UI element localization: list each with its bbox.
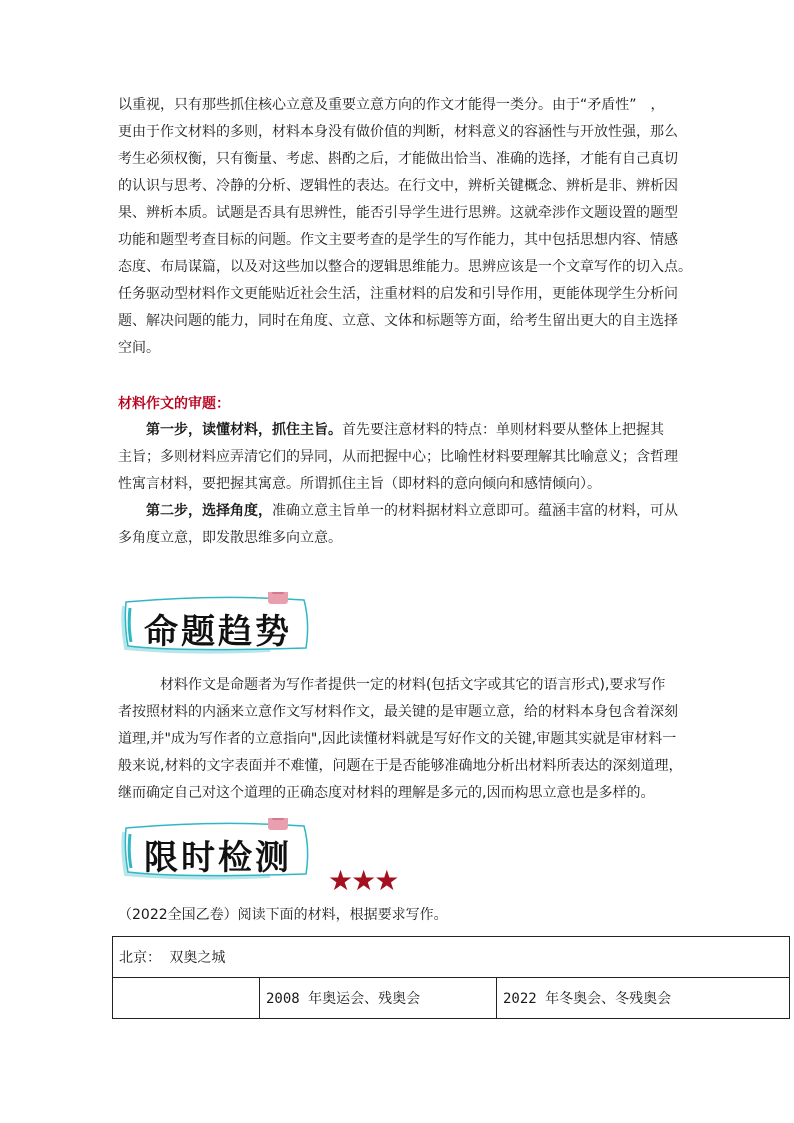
step2-rest: 准确立意主旨单一的材料据材料立意即可。蕴涵丰富的材料，可从 [272,503,678,519]
section-banner-test [120,818,310,880]
banner-title: 限时检测 [144,838,292,878]
step1-bold: 第一步，读懂材料，抓住主旨。 [146,422,342,438]
table-row [113,978,790,1019]
step2-line: 多角度立意，即发散思维多向立意。 [118,530,342,546]
intro-line: 以重视，只有那些抓住核心立意及重要立意方向的作文才能得一类分。由于“矛盾性” ， [118,97,665,113]
material-table [112,936,790,1019]
trend-line: 道理,并"成为写作者的立意指向",因此读懂材料就是写好作文的关键,审题其实就是审材料一 [118,731,677,747]
step1-line: 主旨；多则材料应弄清它们的异同，从而把握中心；比喻性材料要理解其比喻意义；含哲理 [118,449,678,465]
review-heading: 材料作文的审题： [118,396,230,412]
intro-line: 更由于作文材料的多则，材料本身没有做价值的判断，材料意义的容涵性与开放性强，那么 [118,124,678,140]
steps-paragraph [118,417,678,552]
intro-line: 的认识与思考、冷静的分析、逻辑性的表达。在行文中，辨析关键概念、辨析是非、辨析因 [118,178,678,194]
trend-line: 继而确定自己对这个道理的正确态度对材料的理解是多元的,因而构思立意也是多样的。 [118,785,655,801]
intro-line: 空间。 [118,340,160,356]
task-instruction: （2022全国乙卷）阅读下面的材料，根据要求写作。 [118,907,448,923]
trend-line: 者按照材料的内涵来立意作文写材料作文，最关键的是审题立意，给的材料本身包含着深刻 [118,704,678,720]
intro-line: 功能和题型考查目标的问题。作文主要考查的是学生的写作能力，其中包括思想内容、情感 [118,232,678,248]
intro-line: 任务驱动型材料作文更能贴近社会生活，注重材料的启发和引导作用，更能体现学生分析问 [118,286,678,302]
intro-line: 果、辨析本质。试题是否具有思辨性，能否引导学生进行思辨。这就牵涉作文题设置的题型 [118,205,678,221]
intro-line: 题、解决问题的能力，同时在角度、立意、文体和标题等方面，给考生留出更大的自主选择 [118,313,678,329]
table-cell-2022: 2022 年冬奥会、冬残奥会 [497,978,790,1019]
trend-line: 般来说,材料的文字表面并不难懂，问题在于是否能够准确地分析出材料所表达的深刻道理， [118,758,683,774]
table-row [113,937,790,978]
table-cell-empty [113,978,260,1019]
intro-line: 态度、布局谋篇，以及对这些加以整合的逻辑思维能力。思辨应该是一个文章写作的切入点。 [118,259,692,275]
table-cell-2008: 2008 年奥运会、残奥会 [260,978,497,1019]
table-cell-header: 北京： 双奥之城 [113,937,790,978]
section-banner-trend [120,592,310,654]
trend-paragraph [118,672,683,807]
step1-line: 性寓言材料，要把握其寓意。所谓抓住主旨（即材料的意向倾向和感情倾向）。 [118,476,601,492]
step1-rest: 首先要注意材料的特点：单则材料要从整体上把握其 [342,422,664,438]
intro-paragraph [118,92,692,362]
step2-line [118,498,678,525]
step2-bold: 第二步，选择角度， [146,503,272,519]
step1-line [118,417,678,444]
difficulty-stars-icon: ★★★ [328,864,398,897]
trend-line: 材料作文是命题者为写作者提供一定的材料(包括文字或其它的语言形式),要求写作 [160,677,666,693]
intro-line: 考生必须权衡，只有衡量、考虑、斟酌之后，才能做出恰当、准确的选择，才能有自己真切 [118,151,678,167]
banner-title: 命题趋势 [144,612,292,652]
